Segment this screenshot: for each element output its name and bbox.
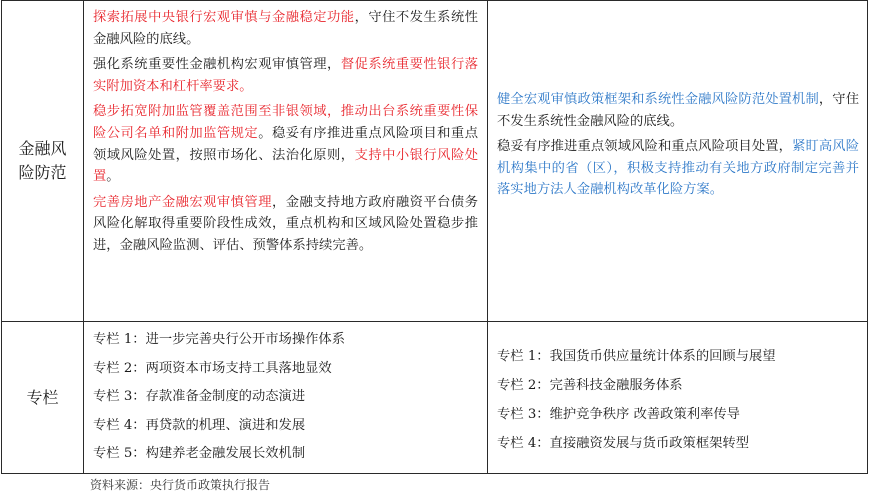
- risk-left-para-3-red-1: 稳步拓宽附加监管覆盖范围至非银领域，推动出台系统重要性保险公司名单和附加监管规定: [93, 104, 478, 141]
- column-left-item: 专栏 2：两项资本市场支持工具落地显效: [93, 360, 332, 376]
- risk-left-para-4-text: ，金融支持地方政府融资平台债务风险化解取得重要阶段性成效，重点机构和区域风险处置稳步推进，金融风险监测、评估、预警体系持续完善。: [93, 194, 479, 253]
- column-left-item: 专栏 5：构建养老金融发展长效机制: [93, 446, 306, 461]
- risk-left-para-3-red-2: 支持中小银行风险处置: [93, 147, 479, 185]
- risk-left-para-3-text-1: 。稳妥有序推进重点风险项目和重点领域风险处置，按照市场化、法治化原则，: [93, 125, 479, 163]
- risk-left-para-2-text: 强化系统重要性金融机构宏观审慎管理，: [93, 57, 341, 73]
- risk-row-label-cell: [2, 1, 84, 321]
- risk-left-para-1-text: ，守住不发生系统性金融风险的底线。: [93, 10, 479, 47]
- risk-left-para-2: [93, 54, 478, 97]
- column-left-item: 专栏 3：存款准备金制度的动态演进: [93, 389, 306, 404]
- risk-row-label: 金融风险防范: [18, 139, 67, 182]
- risk-right-para-1-text: ，守住不发生系统性金融风险的底线。: [497, 92, 860, 129]
- risk-left-para-4: [93, 192, 478, 257]
- column-right-item: 专栏 1：我国货币供应量统计体系的回顾与展望: [497, 349, 776, 364]
- risk-left-cell: [84, 1, 488, 321]
- risk-right-para-1-blue: 健全宏观审慎政策框架和系统性金融风险防范处置机制: [497, 92, 819, 107]
- column-left-item: 专栏 4：再贷款的机理、演进和发展: [93, 417, 306, 433]
- column-left-cell: [84, 322, 488, 474]
- risk-left-para-1: [93, 7, 478, 50]
- risk-left-para-3-text-2: 。: [106, 169, 120, 185]
- column-row: [2, 322, 867, 474]
- risk-left-para-4-red: 完善房地产金融宏观审慎管理: [93, 194, 272, 210]
- column-row-label: 专栏: [26, 388, 59, 407]
- risk-right-para-2-blue: 紧盯高风险机构集中的省（区），积极支持推动有关地方政府制定完善并落实地方法人金融机构改革化险方案。: [497, 139, 860, 198]
- risk-left-para-1-red: 探索拓展中央银行宏观审慎与金融稳定功能: [93, 10, 355, 25]
- risk-left-para-3: [93, 101, 478, 187]
- risk-left-para-2-red: 督促系统重要性银行落实附加资本和杠杆率要求。: [93, 57, 479, 94]
- source-note: 资料来源：央行货币政策执行报告: [90, 478, 271, 492]
- column-right-item: 专栏 4：直接融资发展与货币政策框架转型: [497, 436, 750, 451]
- column-right-item: 专栏 2：完善科技金融服务体系: [497, 378, 683, 393]
- risk-right-para-2-text: 稳妥有序推进重点领域风险和重点风险项目处置，: [497, 139, 793, 155]
- comparison-table: [1, 0, 868, 474]
- risk-row: [2, 1, 867, 322]
- column-right-cell: [488, 322, 868, 474]
- risk-right-cell: [488, 1, 868, 321]
- column-row-label-cell: [2, 322, 84, 474]
- risk-right-para-1: [497, 89, 859, 132]
- risk-right-para-2: [497, 136, 859, 201]
- column-left-item: 专栏 1：进一步完善央行公开市场操作体系: [93, 332, 346, 347]
- column-right-item: 专栏 3：维护竞争秩序 改善政策利率传导: [497, 407, 740, 422]
